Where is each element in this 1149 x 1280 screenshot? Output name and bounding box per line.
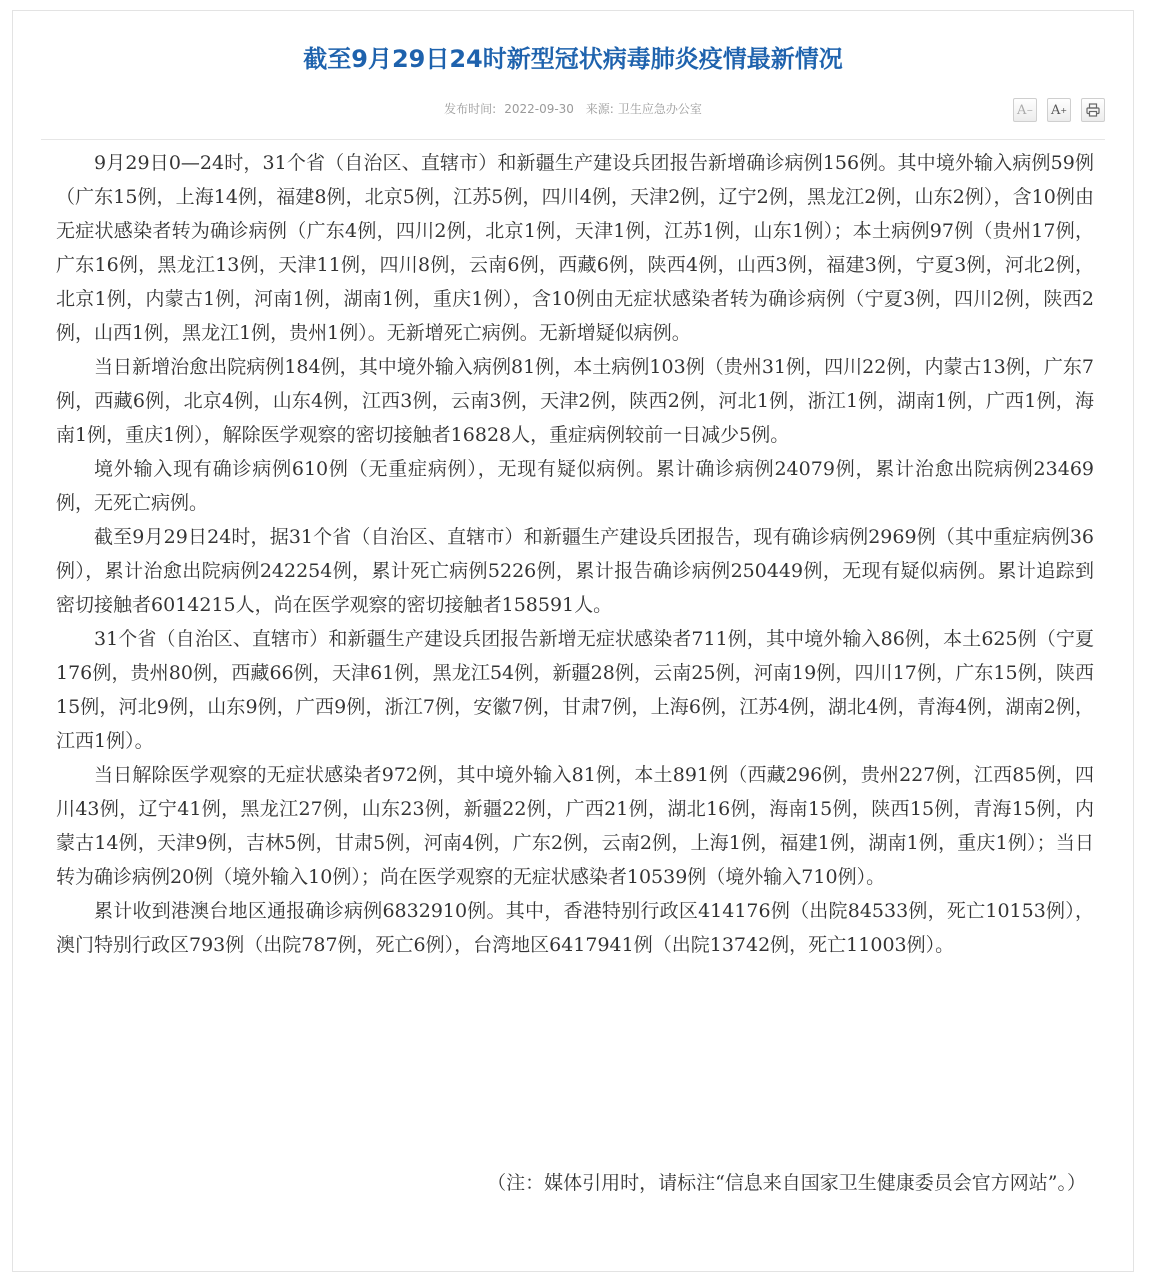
paragraph: 31个省（自治区、直辖市）和新疆生产建设兵团报告新增无症状感染者711例，其中境外输入86例，本土625例（宁夏176例，贵州80例，西藏66例，天津61例，黑龙江54例，新疆28例，云南25例，河南19例，四川17例，广东15例，陕西15例，河北9例，山东9例，广西9例，浙江7例，安徽7例，甘肃7例，上海6例，江苏4例，湖北4例，青海4例，湖南2例，江西1例）。 [56,628,1094,752]
paragraph: 境外输入现有确诊病例610例（无重症病例），无现有疑似病例。累计确诊病例24079例，累计治愈出院病例23469例，无死亡病例。 [56,458,1094,514]
citation-note: （注：媒体引用时，请标注“信息来自国家卫生健康委员会官方网站”。） [487,1172,1086,1194]
page-title: 截至9月29日24时新型冠状病毒肺炎疫情最新情况 [303,45,843,73]
paragraph: 截至9月29日24时，据31个省（自治区、直辖市）和新疆生产建设兵团报告，现有确诊病例2969例（其中重症病例36例），累计治愈出院病例242254例，累计死亡病例5226例，累计报告确诊病例250449例，无现有疑似病例。累计追踪到密切接触者6014215人，尚在医学观察的密切接触者158591人。 [56,526,1094,616]
source-name: 卫生应急办公室 [617,102,702,116]
publish-date: 2022-09-30 [504,102,574,116]
paragraph: 9月29日0—24时，31个省（自治区、直辖市）和新疆生产建设兵团报告新增确诊病例156例。其中境外输入病例59例（广东15例，上海14例，福建8例，北京5例，江苏5例，四川4例，天津2例，辽宁2例，黑龙江2例，山东2例），含10例由无症状感染者转为确诊病例（广东4例，四川2例，北京1例，天津1例，江苏1例，山东1例）；本土病例97例（贵州17例，广东16例，黑龙江13例，天津11例，四川8例，云南6例，西藏6例，陕西4例，山西3例，福建3例，宁夏3例，河北2例，北京1例，内蒙古1例，河南1例，湖南1例，重庆1例），含10例由无症状感染者转为确诊病例（宁夏3例，四川2例，陕西2例，山西1例，黑龙江1例，贵州1例）。无新增死亡病例。无新增疑似病例。 [56,152,1094,344]
font-decrease-icon[interactable]: A − [1013,98,1037,122]
toolbar [1013,98,1105,122]
article-meta [13,100,1133,117]
paragraph: 累计收到港澳台地区通报确诊病例6832910例。其中，香港特别行政区414176例（出院84533例，死亡10153例），澳门特别行政区793例（出院787例，死亡6例），台湾地区6417941例（出院13742例，死亡11003例）。 [56,900,1094,956]
printer-glyph [1086,103,1100,117]
paragraph: 当日解除医学观察的无症状感染者972例，其中境外输入81例，本土891例（西藏296例，贵州227例，江西85例，四川43例，辽宁41例，黑龙江27例，山东23例，新疆22例，广西21例，湖北16例，海南15例，陕西15例，青海15例，内蒙古14例，天津9例，吉林5例，甘肃5例，河南4例，广东2例，云南2例，上海1例，福建1例，湖南1例，重庆1例）；当日转为确诊病例20例（境外输入10例）；尚在医学观察的无症状感染者10539例（境外输入710例）。 [56,764,1094,888]
article-body [56,146,1094,962]
font-increase-icon[interactable]: A + [1047,98,1071,122]
header-divider [41,139,1105,140]
printer-icon[interactable] [1081,98,1105,122]
paragraph: 当日新增治愈出院病例184例，其中境外输入病例81例，本土病例103例（贵州31例，四川22例，内蒙古13例，广东7例，西藏6例，北京4例，山东4例，江西3例，云南3例，天津2例，陕西2例，河北1例，浙江1例，湖南1例，广西1例，海南1例，重庆1例），解除医学观察的密切接触者16828人，重症病例较前一日减少5例。 [56,356,1094,446]
source-label: 来源: [585,102,614,116]
publish-label: 发布时间: [444,102,497,116]
